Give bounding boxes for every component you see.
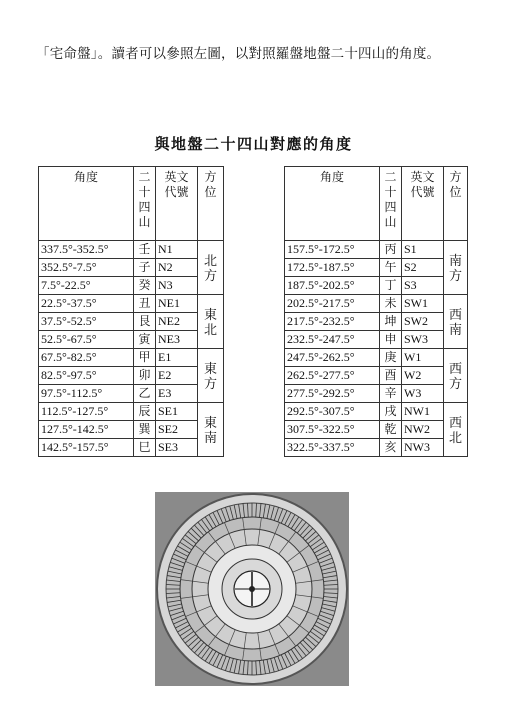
code-cell: NW1 — [402, 403, 444, 421]
mountain-cell: 未 — [380, 295, 402, 313]
angle-cell: 217.5°-232.5° — [285, 313, 380, 331]
table-gap — [224, 349, 285, 367]
code-cell: W2 — [402, 367, 444, 385]
direction-cell: 西 南 — [444, 295, 468, 349]
angle-cell: 157.5°-172.5° — [285, 241, 380, 259]
code-cell: N1 — [156, 241, 198, 259]
code-cell: S3 — [402, 277, 444, 295]
mountain-cell: 艮 — [134, 313, 156, 331]
mountain-cell: 丑 — [134, 295, 156, 313]
direction-cell: 東 北 — [198, 295, 224, 349]
code-cell: E3 — [156, 385, 198, 403]
table-header-row — [39, 167, 468, 241]
angle-cell: 127.5°-142.5° — [39, 421, 134, 439]
direction-cell: 西 方 — [444, 349, 468, 403]
angle-cell: 97.5°-112.5° — [39, 385, 134, 403]
table-row — [39, 367, 468, 385]
table-title: 與地盤二十四山對應的角度 — [154, 135, 353, 153]
mountain-cell: 辛 — [380, 385, 402, 403]
table-row — [39, 439, 468, 457]
mountain-cell: 庚 — [380, 349, 402, 367]
header-direction-right: 方 位 — [444, 167, 468, 241]
mountain-cell: 子 — [134, 259, 156, 277]
code-cell: SE1 — [156, 403, 198, 421]
code-cell: E1 — [156, 349, 198, 367]
code-cell: NE3 — [156, 331, 198, 349]
angle-cell: 322.5°-337.5° — [285, 439, 380, 457]
angle-table — [38, 166, 468, 457]
angle-cell: 112.5°-127.5° — [39, 403, 134, 421]
mountain-cell: 申 — [380, 331, 402, 349]
header-angle-left: 角度 — [39, 167, 134, 241]
table-row — [39, 403, 468, 421]
luopan-compass-photo-icon — [155, 492, 349, 686]
code-cell: NE2 — [156, 313, 198, 331]
mountain-cell: 乙 — [134, 385, 156, 403]
table-gap — [224, 367, 285, 385]
table-gap — [224, 313, 285, 331]
table-row — [39, 349, 468, 367]
angle-cell: 232.5°-247.5° — [285, 331, 380, 349]
table-gap — [224, 385, 285, 403]
table-row — [39, 331, 468, 349]
mountain-cell: 午 — [380, 259, 402, 277]
angle-cell: 352.5°-7.5° — [39, 259, 134, 277]
direction-cell: 北 方 — [198, 241, 224, 295]
angle-cell: 247.5°-262.5° — [285, 349, 380, 367]
angle-cell: 172.5°-187.5° — [285, 259, 380, 277]
direction-cell: 東 南 — [198, 403, 224, 457]
code-cell: E2 — [156, 367, 198, 385]
code-cell: S1 — [402, 241, 444, 259]
mountain-cell: 酉 — [380, 367, 402, 385]
table-body — [39, 241, 468, 457]
mountain-cell: 戌 — [380, 403, 402, 421]
table-gap — [224, 331, 285, 349]
angle-cell: 67.5°-82.5° — [39, 349, 134, 367]
header-mountain-left: 二 十 四 山 — [134, 167, 156, 241]
code-cell: SW2 — [402, 313, 444, 331]
mountain-cell: 丙 — [380, 241, 402, 259]
angle-cell: 187.5°-202.5° — [285, 277, 380, 295]
header-code-right: 英文 代號 — [402, 167, 444, 241]
angle-cell: 307.5°-322.5° — [285, 421, 380, 439]
code-cell: SE3 — [156, 439, 198, 457]
angle-cell: 337.5°-352.5° — [39, 241, 134, 259]
table-gap — [224, 421, 285, 439]
mountain-cell: 坤 — [380, 313, 402, 331]
table-gap — [224, 259, 285, 277]
table-row — [39, 277, 468, 295]
mountain-cell: 丁 — [380, 277, 402, 295]
mountain-cell: 甲 — [134, 349, 156, 367]
table-row — [39, 385, 468, 403]
code-cell: NW3 — [402, 439, 444, 457]
table-gap — [224, 241, 285, 259]
code-cell: SW1 — [402, 295, 444, 313]
header-code-left: 英文 代號 — [156, 167, 198, 241]
code-cell: S2 — [402, 259, 444, 277]
table-gap — [224, 403, 285, 421]
code-cell: NE1 — [156, 295, 198, 313]
mountain-cell: 卯 — [134, 367, 156, 385]
code-cell: N2 — [156, 259, 198, 277]
table-gap — [224, 167, 285, 241]
angle-cell: 82.5°-97.5° — [39, 367, 134, 385]
mountain-cell: 巽 — [134, 421, 156, 439]
code-cell: W1 — [402, 349, 444, 367]
code-cell: W3 — [402, 385, 444, 403]
angle-cell: 202.5°-217.5° — [285, 295, 380, 313]
mountain-cell: 巳 — [134, 439, 156, 457]
code-cell: N3 — [156, 277, 198, 295]
direction-cell: 東 方 — [198, 349, 224, 403]
angle-cell: 262.5°-277.5° — [285, 367, 380, 385]
angle-cell: 142.5°-157.5° — [39, 439, 134, 457]
angle-cell: 292.5°-307.5° — [285, 403, 380, 421]
mountain-cell: 寅 — [134, 331, 156, 349]
table-gap — [224, 439, 285, 457]
angle-cell: 52.5°-67.5° — [39, 331, 134, 349]
angle-cell: 22.5°-37.5° — [39, 295, 134, 313]
code-cell: SE2 — [156, 421, 198, 439]
code-cell: NW2 — [402, 421, 444, 439]
table-gap — [224, 277, 285, 295]
direction-cell: 西 北 — [444, 403, 468, 457]
table-row — [39, 259, 468, 277]
header-direction-left: 方 位 — [198, 167, 224, 241]
table-row — [39, 241, 468, 259]
angle-cell: 277.5°-292.5° — [285, 385, 380, 403]
angle-cell: 37.5°-52.5° — [39, 313, 134, 331]
code-cell: SW3 — [402, 331, 444, 349]
table-row — [39, 421, 468, 439]
table-row — [39, 313, 468, 331]
intro-paragraph: 「宅命盤」。讀者可以參照左圖，以對照羅盤地盤二十四山的角度。 — [36, 46, 441, 62]
mountain-cell: 辰 — [134, 403, 156, 421]
mountain-cell: 乾 — [380, 421, 402, 439]
header-mountain-right: 二 十 四 山 — [380, 167, 402, 241]
header-angle-right: 角度 — [285, 167, 380, 241]
mountain-cell: 壬 — [134, 241, 156, 259]
angle-cell: 7.5°-22.5° — [39, 277, 134, 295]
mountain-cell: 亥 — [380, 439, 402, 457]
direction-cell: 南 方 — [444, 241, 468, 295]
table-row — [39, 295, 468, 313]
table-gap — [224, 295, 285, 313]
mountain-cell: 癸 — [134, 277, 156, 295]
